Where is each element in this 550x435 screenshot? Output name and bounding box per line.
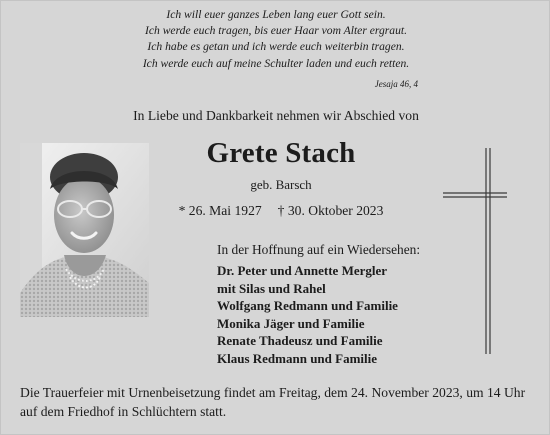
deceased-name: Grete Stach	[206, 137, 356, 169]
mourner-item: Monika Jäger und Familie	[217, 315, 365, 331]
funeral-notice-line-2: auf dem Friedhof in Schlüchtern statt.	[20, 403, 227, 419]
mourner-item: mit Silas und Rahel	[217, 280, 326, 296]
birth-name: geb. Barsch	[250, 177, 312, 192]
portrait-illustration	[20, 143, 149, 317]
portrait-photo	[20, 143, 149, 317]
mourner-item: Renate Thadeusz und Familie	[217, 333, 383, 349]
mourner-item: Klaus Redmann und Familie	[217, 350, 378, 366]
verse-line-3: Ich habe es getan und ich werde euch weiterbin tragen.	[147, 40, 405, 54]
mourners-list	[217, 262, 398, 368]
mourner-item: Wolfgang Redmann und Familie	[217, 298, 398, 314]
farewell-intro: In Liebe und Dankbarkeit nehmen wir Abschied von	[133, 108, 419, 123]
verse-line-1: Ich will euer ganzes Leben lang euer Gott sein.	[166, 8, 386, 21]
funeral-notice	[20, 384, 540, 421]
birth-date: * 26. Mai 1927	[178, 203, 262, 218]
verse-reference: Jesaja 46, 4	[374, 79, 418, 89]
verse-line-4: Ich werde euch auf meine Schulter laden und euch retten.	[142, 56, 410, 70]
life-dates	[161, 203, 401, 219]
funeral-notice-line-1: Die Trauerfeier mit Urnenbeisetzung findet am Freitag, dem 24. November 2023, um 14 Uhr	[20, 385, 526, 400]
hope-line: In der Hoffnung auf ein Wiedersehen:	[217, 242, 421, 257]
verse-line-2: Ich werde euch tragen, bis euer Haar vom Alter ergraut.	[145, 24, 407, 38]
death-date: † 30. Oktober 2023	[277, 203, 384, 218]
mourner-item: Dr. Peter und Annette Mergler	[217, 263, 388, 278]
cross-icon	[442, 146, 508, 356]
bible-verse	[1, 7, 550, 72]
